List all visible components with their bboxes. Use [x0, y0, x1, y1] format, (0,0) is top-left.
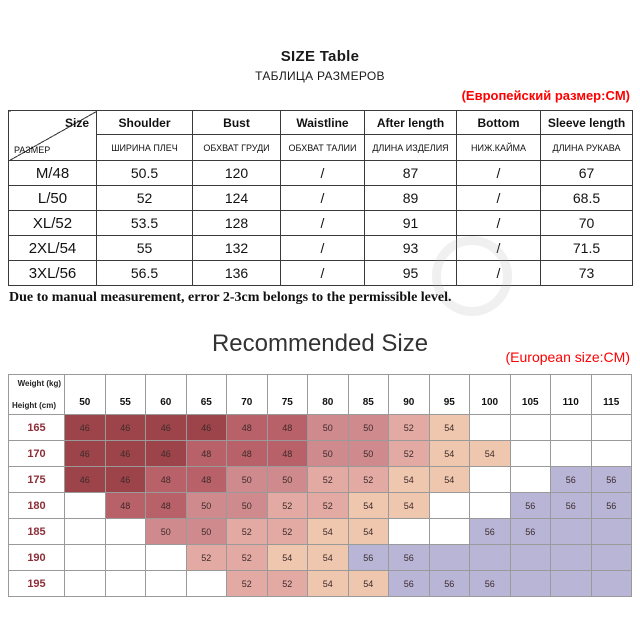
size-recommendation-cell: 52: [186, 545, 227, 571]
weight-column-header: 95: [429, 375, 470, 415]
measurement-value: 73: [541, 261, 633, 286]
size-recommendation-cell: 48: [146, 493, 187, 519]
size-recommendation-cell: [65, 571, 106, 597]
size-recommendation-cell: [510, 571, 551, 597]
measurement-value: 68.5: [541, 186, 633, 211]
measurement-value: /: [457, 186, 541, 211]
size-recommendation-cell: 52: [308, 467, 349, 493]
measurement-value: /: [281, 261, 365, 286]
measurement-value: /: [281, 211, 365, 236]
recommended-size-table: [8, 374, 632, 597]
size-recommendation-cell: 48: [146, 467, 187, 493]
size-recommendation-cell: 50: [348, 415, 389, 441]
weight-column-header: 110: [551, 375, 592, 415]
weight-column-header: 115: [591, 375, 632, 415]
size-recommendation-cell: 46: [186, 415, 227, 441]
size-recommendation-cell: 52: [227, 545, 268, 571]
measurement-note: Due to manual measurement, error 2-3cm belongs to the permissible level.: [9, 290, 452, 305]
size-table: [8, 110, 633, 286]
size-recommendation-cell: 52: [267, 519, 308, 545]
size-recommendation-cell: 52: [227, 519, 268, 545]
height-row-header: 165: [9, 415, 65, 441]
size-recommendation-cell: 54: [389, 493, 430, 519]
size-recommendation-cell: 54: [470, 441, 511, 467]
european-size-note-en: (European size:CM): [505, 349, 630, 365]
measurement-value: 50.5: [97, 161, 193, 186]
size-recommendation-cell: 54: [429, 441, 470, 467]
size-recommendation-cell: [470, 415, 511, 441]
size-recommendation-cell: [591, 545, 632, 571]
size-recommendation-cell: 54: [308, 545, 349, 571]
recommended-table-body: [9, 415, 632, 597]
column-header-bottom-ru: НИЖ.КАЙМА: [457, 135, 541, 161]
column-header-bust: Bust: [193, 111, 281, 135]
size-recommendation-cell: 50: [227, 467, 268, 493]
measurement-value: /: [457, 211, 541, 236]
measurement-value: /: [281, 236, 365, 261]
size-recommendation-cell: 48: [227, 441, 268, 467]
recommended-row: [9, 493, 632, 519]
size-recommendation-cell: [591, 571, 632, 597]
size-recommendation-cell: 52: [267, 493, 308, 519]
column-header-bottom: Bottom: [457, 111, 541, 135]
recommended-row: [9, 441, 632, 467]
size-recommendation-cell: [510, 441, 551, 467]
european-size-note-ru: (Европейский размер:CM): [461, 88, 630, 103]
size-recommendation-cell: 46: [65, 415, 106, 441]
size-recommendation-cell: 46: [65, 441, 106, 467]
size-recommendation-cell: 54: [308, 519, 349, 545]
height-row-header: 195: [9, 571, 65, 597]
recommended-row: [9, 545, 632, 571]
size-recommendation-cell: 48: [186, 441, 227, 467]
size-recommendation-cell: 48: [227, 415, 268, 441]
size-recommendation-cell: 54: [429, 415, 470, 441]
corner-razmer-label: РАЗМЕР: [14, 145, 51, 155]
measurement-value: 132: [193, 236, 281, 261]
weight-column-header: 60: [146, 375, 187, 415]
measurement-value: 53.5: [97, 211, 193, 236]
size-recommendation-cell: 54: [389, 467, 430, 493]
recommended-row: [9, 467, 632, 493]
size-recommendation-cell: 56: [551, 467, 592, 493]
size-recommendation-cell: 50: [227, 493, 268, 519]
size-recommendation-cell: [146, 545, 187, 571]
size-recommendation-cell: 46: [105, 441, 146, 467]
size-recommendation-cell: [591, 415, 632, 441]
size-recommendation-cell: 46: [105, 467, 146, 493]
size-recommendation-cell: 56: [510, 493, 551, 519]
size-recommendation-cell: 54: [348, 519, 389, 545]
size-label: M/48: [9, 161, 97, 186]
size-label: L/50: [9, 186, 97, 211]
column-header-shoulder-ru: ШИРИНА ПЛЕЧ: [97, 135, 193, 161]
page-title: SIZE Table: [280, 48, 360, 65]
size-label: 3XL/56: [9, 261, 97, 286]
size-recommendation-cell: 54: [429, 467, 470, 493]
size-recommendation-cell: 48: [267, 441, 308, 467]
size-recommendation-cell: 46: [146, 441, 187, 467]
recommended-row: [9, 571, 632, 597]
size-recommendation-cell: 56: [429, 571, 470, 597]
size-recommendation-cell: [510, 415, 551, 441]
size-recommendation-cell: [470, 467, 511, 493]
size-recommendation-cell: 54: [348, 571, 389, 597]
size-table-row: [9, 261, 633, 286]
size-recommendation-cell: 56: [389, 571, 430, 597]
column-header-sleeve-length: Sleeve length: [541, 111, 633, 135]
column-header-after-length: After length: [365, 111, 457, 135]
size-recommendation-cell: 56: [470, 519, 511, 545]
weight-column-header: 50: [65, 375, 106, 415]
size-recommendation-cell: 56: [551, 493, 592, 519]
size-recommendation-cell: [65, 519, 106, 545]
weight-column-header: 100: [470, 375, 511, 415]
size-recommendation-cell: [105, 519, 146, 545]
column-header-waistline: Waistline: [281, 111, 365, 135]
size-recommendation-cell: 52: [348, 467, 389, 493]
size-recommendation-cell: 54: [267, 545, 308, 571]
size-recommendation-cell: [591, 441, 632, 467]
size-recommendation-cell: 50: [186, 519, 227, 545]
size-recommendation-cell: 50: [146, 519, 187, 545]
size-recommendation-cell: [146, 571, 187, 597]
size-recommendation-cell: [429, 519, 470, 545]
recommended-size-title: Recommended Size: [211, 330, 429, 357]
column-header-waistline-ru: ОБХВАТ ТАЛИИ: [281, 135, 365, 161]
height-row-header: 190: [9, 545, 65, 571]
size-recommendation-cell: 46: [146, 415, 187, 441]
weight-kg-label: Weight (kg): [17, 379, 61, 388]
size-recommendation-cell: [551, 571, 592, 597]
size-table-header: [9, 111, 633, 161]
weight-column-header: 65: [186, 375, 227, 415]
weight-column-header: 75: [267, 375, 308, 415]
corner-size-label: Size: [64, 116, 89, 130]
size-recommendation-cell: 50: [348, 441, 389, 467]
size-table-row: [9, 236, 633, 261]
height-row-header: 170: [9, 441, 65, 467]
weight-column-header: 80: [308, 375, 349, 415]
size-recommendation-cell: [186, 571, 227, 597]
size-recommendation-cell: [429, 493, 470, 519]
size-recommendation-cell: [551, 519, 592, 545]
measurement-value: /: [457, 161, 541, 186]
size-recommendation-cell: 56: [389, 545, 430, 571]
height-row-header: 185: [9, 519, 65, 545]
weight-column-header: 55: [105, 375, 146, 415]
size-recommendation-cell: 50: [308, 441, 349, 467]
weight-column-header: 85: [348, 375, 389, 415]
size-recommendation-cell: 52: [389, 441, 430, 467]
column-header-shoulder: Shoulder: [97, 111, 193, 135]
size-recommendation-cell: [510, 467, 551, 493]
recommended-row: [9, 519, 632, 545]
measurement-value: /: [281, 161, 365, 186]
page-subtitle-ru: ТАБЛИЦА РАЗМЕРОВ: [255, 69, 385, 83]
recommended-table-header: [9, 375, 632, 415]
size-recommendation-cell: [551, 545, 592, 571]
size-table-body: [9, 161, 633, 286]
size-recommendation-cell: [65, 493, 106, 519]
column-header-after-length-ru: ДЛИНА ИЗДЕЛИЯ: [365, 135, 457, 161]
size-recommendation-cell: 52: [389, 415, 430, 441]
size-recommendation-cell: 56: [470, 571, 511, 597]
size-recommendation-cell: [591, 519, 632, 545]
weight-column-header: 70: [227, 375, 268, 415]
size-recommendation-cell: 56: [591, 493, 632, 519]
size-recommendation-cell: 50: [267, 467, 308, 493]
size-recommendation-cell: 48: [105, 493, 146, 519]
measurement-value: 95: [365, 261, 457, 286]
size-recommendation-cell: 46: [105, 415, 146, 441]
size-recommendation-cell: 48: [186, 467, 227, 493]
measurement-value: 70: [541, 211, 633, 236]
measurement-value: 91: [365, 211, 457, 236]
measurement-value: 71.5: [541, 236, 633, 261]
measurement-value: /: [457, 261, 541, 286]
measurement-value: 87: [365, 161, 457, 186]
size-recommendation-cell: [551, 415, 592, 441]
measurement-value: 124: [193, 186, 281, 211]
size-recommendation-cell: 56: [510, 519, 551, 545]
size-recommendation-cell: [470, 493, 511, 519]
size-recommendation-cell: [510, 545, 551, 571]
measurement-value: 52: [97, 186, 193, 211]
size-recommendation-cell: [429, 545, 470, 571]
measurement-value: 93: [365, 236, 457, 261]
measurement-value: 67: [541, 161, 633, 186]
weight-column-header: 90: [389, 375, 430, 415]
measurement-value: 120: [193, 161, 281, 186]
measurement-value: 55: [97, 236, 193, 261]
recommended-row: [9, 415, 632, 441]
size-recommendation-cell: 56: [348, 545, 389, 571]
measurement-value: 128: [193, 211, 281, 236]
height-row-header: 175: [9, 467, 65, 493]
size-recommendation-cell: 52: [227, 571, 268, 597]
size-recommendation-cell: 50: [308, 415, 349, 441]
size-recommendation-cell: [105, 571, 146, 597]
measurement-value: /: [457, 236, 541, 261]
size-corner-cell: [9, 111, 97, 161]
size-recommendation-cell: [65, 545, 106, 571]
height-row-header: 180: [9, 493, 65, 519]
column-header-bust-ru: ОБХВАТ ГРУДИ: [193, 135, 281, 161]
size-table-row: [9, 186, 633, 211]
weight-height-corner-cell: [9, 375, 65, 415]
size-table-row: [9, 161, 633, 186]
measurement-value: /: [281, 186, 365, 211]
height-cm-label: Height (cm): [12, 401, 56, 410]
size-label: 2XL/54: [9, 236, 97, 261]
size-recommendation-cell: [105, 545, 146, 571]
size-table-row: [9, 211, 633, 236]
title-block: [0, 48, 640, 83]
size-recommendation-cell: [551, 441, 592, 467]
size-recommendation-cell: [470, 545, 511, 571]
size-recommendation-cell: 46: [65, 467, 106, 493]
column-header-sleeve-length-ru: ДЛИНА РУКАВА: [541, 135, 633, 161]
size-label: XL/52: [9, 211, 97, 236]
size-recommendation-cell: 54: [308, 571, 349, 597]
size-recommendation-cell: 54: [348, 493, 389, 519]
size-recommendation-cell: 48: [267, 415, 308, 441]
size-recommendation-cell: [389, 519, 430, 545]
weight-column-header: 105: [510, 375, 551, 415]
measurement-value: 89: [365, 186, 457, 211]
measurement-value: 56.5: [97, 261, 193, 286]
size-recommendation-cell: 50: [186, 493, 227, 519]
size-recommendation-cell: 56: [591, 467, 632, 493]
measurement-value: 136: [193, 261, 281, 286]
size-recommendation-cell: 52: [267, 571, 308, 597]
size-recommendation-cell: 52: [308, 493, 349, 519]
